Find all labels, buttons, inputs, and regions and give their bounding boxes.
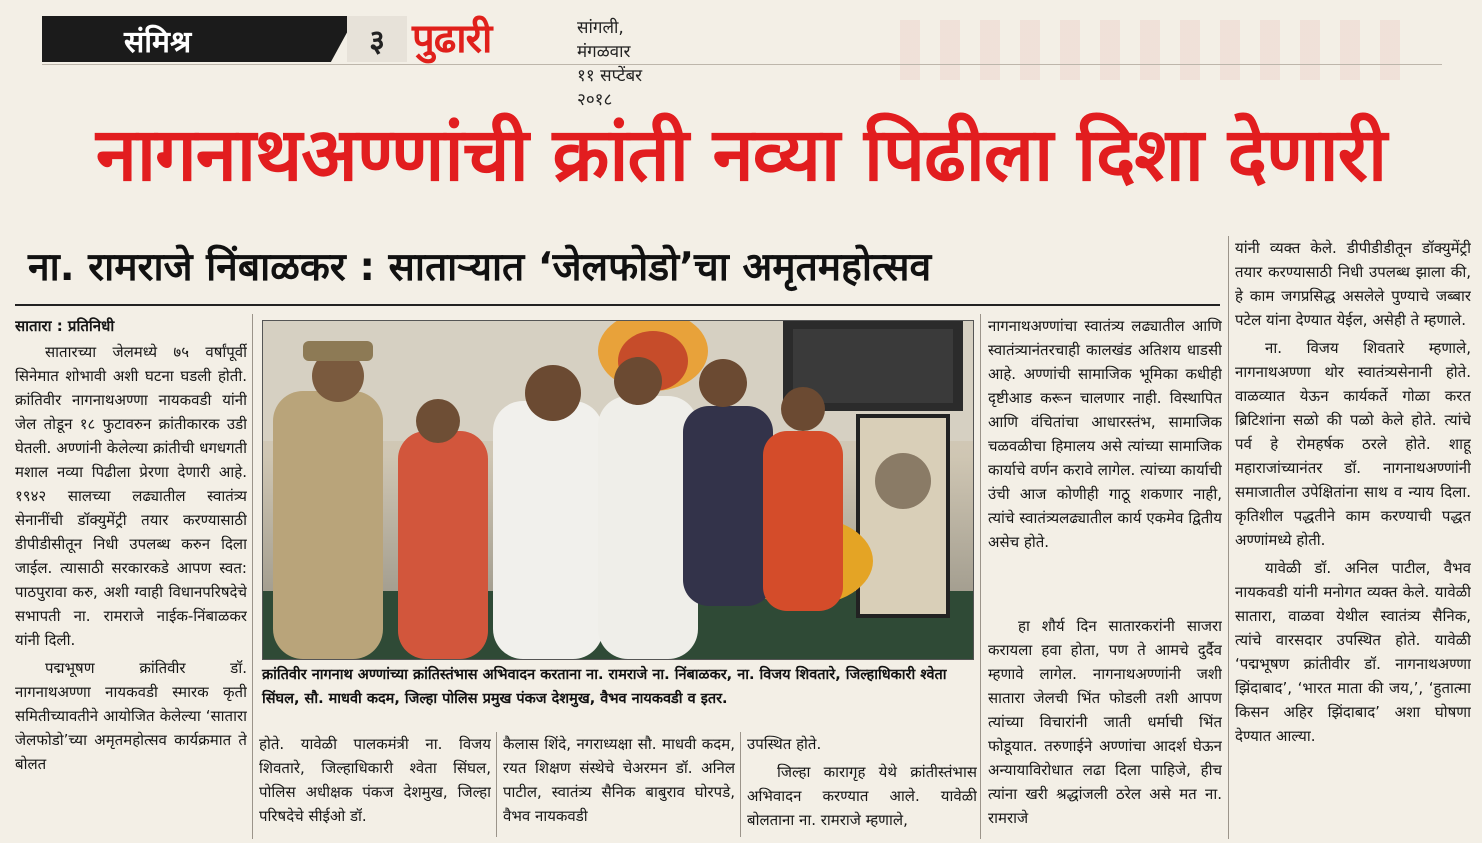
article-column-1: [15, 314, 247, 839]
paragraph: पद्मभूषण क्रांतिवीर डॉ. नागनाथअण्णा नायकवडी स्मारक कृती समितीच्यावतीने आयोजित केलेल्या ‘सातारा जेलफोडो’च्या अमृतमहोत्सव कार्यक्रमात ते बोलत: [15, 659, 247, 773]
bleed-through-texture: [900, 20, 1400, 80]
article-column-2c: [747, 732, 977, 837]
article-column-2b: [503, 732, 735, 837]
paragraph: यांनी व्यक्त केले. डीपीडीडीतून डॉक्युमेंट्री तयार करण्यासाठी निधी उपलब्ध झाला की, हे काम जगप्रसिद्ध असलेले पुण्याचे जब्बार पटेल यांना देण्यात येईल, असेही ते म्हणाले.: [1235, 239, 1471, 329]
paragraph: उपस्थित होते.: [747, 735, 822, 753]
paragraph: होते. यावेळी पालकमंत्री ना. विजय शिवतारे, जिल्हाधिकारी श्वेता सिंघल, पोलिस अधीक्षक पंकज देशमुख, जिल्हा परिषदेचे सीईओ डॉ.: [259, 735, 491, 825]
column-divider: [496, 732, 497, 837]
paragraph: जिल्हा कारागृह येथे क्रांतीस्तंभास अभिवादन करण्यात आले. यावेळी बोलताना ना. रामराजे म्हणाले,: [747, 763, 977, 829]
event-photo: [262, 320, 974, 660]
article-column-3: [988, 314, 1222, 614]
article-column-2a: [259, 732, 491, 837]
section-label: संमिश्र: [124, 25, 192, 60]
column-divider: [740, 732, 741, 837]
paragraph: नागनाथअण्णांचा स्वातंत्र्य लढ्यातील आणि स्वातंत्र्यानंतरचाही कालखंड अतिशय धाडसी आहे. अण्णांची सामाजिक भूमिका कधीही दृष्टीआड करून चालणार नाही. विस्थापित आणि वंचितांचा आधारस्तंभ, सामाजिक चळवळीचा हिमालय असे त्यांच्या सामाजिक कार्याचे वर्णन करावे लागेल. त्यांच्या कार्याची उंची आज कोणीही गाठू शकणार नाही, त्यांचे स्वातंत्र्यलढ्यातील कार्य एकमेव द्वितीय असेच होते.: [988, 317, 1222, 551]
newspaper-logo: पुढारी: [412, 16, 492, 62]
paragraph: यावेळी डॉ. अनिल पाटील, वैभव नायकवडी यांनी मनोगत व्यक्त केले. यावेळी सातारा, वाळवा येथील स्वातंत्र्य सैनिक, त्यांचे वारसदार उपस्थित होते. यावेळी ‘पद्मभूषण क्रांतीवीर डॉ. नागनाथअण्णा झिंदाबाद’, ‘भारत माता की जय,’, ‘हुतात्मा किसन अहिर झिंदाबाद’ अशा घोषणा देण्यात आल्या.: [1235, 559, 1471, 745]
city-day: सांगली, मंगळवार: [577, 18, 631, 62]
masthead: [42, 10, 682, 110]
main-headline: नागनाथअण्णांची क्रांती नव्या पिढीला दिशा देणारी: [95, 112, 1387, 198]
photo-illustration: [263, 321, 973, 659]
page-number: ३: [347, 16, 407, 62]
masthead-rule: [42, 64, 1442, 65]
issue-date: ११ सप्टेंबर २०१८: [577, 66, 643, 110]
article-column-4: [1235, 236, 1471, 838]
subheadline: ना. रामराजे निंबाळकर : सातार्‍यात ‘जेलफोडो’चा अमृतमहोत्सव: [28, 245, 932, 290]
column-divider: [252, 314, 253, 839]
column-divider: [980, 314, 981, 839]
paragraph: सातारच्या जेलमध्ये ७५ वर्षांपूर्वी सिनेमात शोभावी अशी घटना घडली होती. क्रांतिवीर नागनाथअण्णा नायकवडी यांनी जेल तोडून १८ फुटावरुन क्रांतीकारक उडी घेतली. अण्णांनी केलेल्या क्रांतीची धगधगती मशाल नव्या पिढीला प्रेरणा देणारी आहे. १९४२ सालच्या लढ्यातील स्वातंत्र्य सेनानींची डॉक्युमेंट्री तयार करण्यासाठी डीपीडीसीतून निधी उपलब्ध करुन दिला जाईल. त्यासाठी सरकारकडे आपण स्वत: पाठपुरावा करु, अशी ग्वाही विधानपरिषदेचे सभापती ना. रामराजे नाईक-निंबाळकर यांनी दिली.: [15, 343, 247, 649]
section-bar: [42, 16, 356, 62]
paragraph: कैलास शिंदे, नगराध्यक्षा सौ. माधवी कदम, रयत शिक्षण संस्थेचे चेअरमन डॉ. अनिल पाटील, स्वातंत्र्य सैनिक बाबुराव घोरपडे, वैभव नायकवडी: [503, 735, 735, 825]
byline: सातारा : प्रतिनिधी: [15, 317, 115, 335]
paragraph: हा शौर्य दिन सातारकरांनी साजरा करायला हवा होता, पण ते आमचे दुर्दैव म्हणावे लागेल. नागनाथअण्णांनी जशी सातारा जेलची भिंत फोडली तशी आपण त्यांच्या विचारांनी जाती धर्माची भिंत फोडूयात. तरुणाईने अण्णांचा आदर्श घेऊन अन्यायाविरोधात लढा दिला पाहिजे, हीच त्यांना खरी श्रद्धांजली ठरेल असे मत ना. रामराजे: [988, 617, 1222, 827]
column-divider: [1228, 236, 1229, 839]
subhead-rule: [15, 304, 1220, 306]
photo-caption: क्रांतिवीर नागनाथ अण्णांच्या क्रांतिस्तंभास अभिवादन करताना ना. रामराजे ना. निंबाळकर, ना. विजय शिवतारे, जिल्हाधिकारी श्वेता सिंघल, सौ. माधवी कदम, जिल्हा पोलिस प्रमुख पंकज देशमुख, वैभव नायकवडी व इतर.: [262, 667, 947, 707]
article-column-3-continued: [988, 614, 1222, 838]
paragraph: ना. विजय शिवतारे म्हणाले, नागनाथअण्णा थोर स्वातंत्र्यसेनानी होते. वाळव्यात येऊन कार्यकर्ते गोळा करत ब्रिटिशांना सळो की पळो केले होते. त्यांचे पर्व हे रोमहर्षक ठरले होते. शाहू महाराजांच्यानंतर डॉ. नागनाथअण्णांनी समाजातील उपेक्षितांना साथ व न्याय दिला. कृतिशील पद्धतीने काम करण्याची पद्धत अण्णांमध्ये होती.: [1235, 339, 1471, 549]
